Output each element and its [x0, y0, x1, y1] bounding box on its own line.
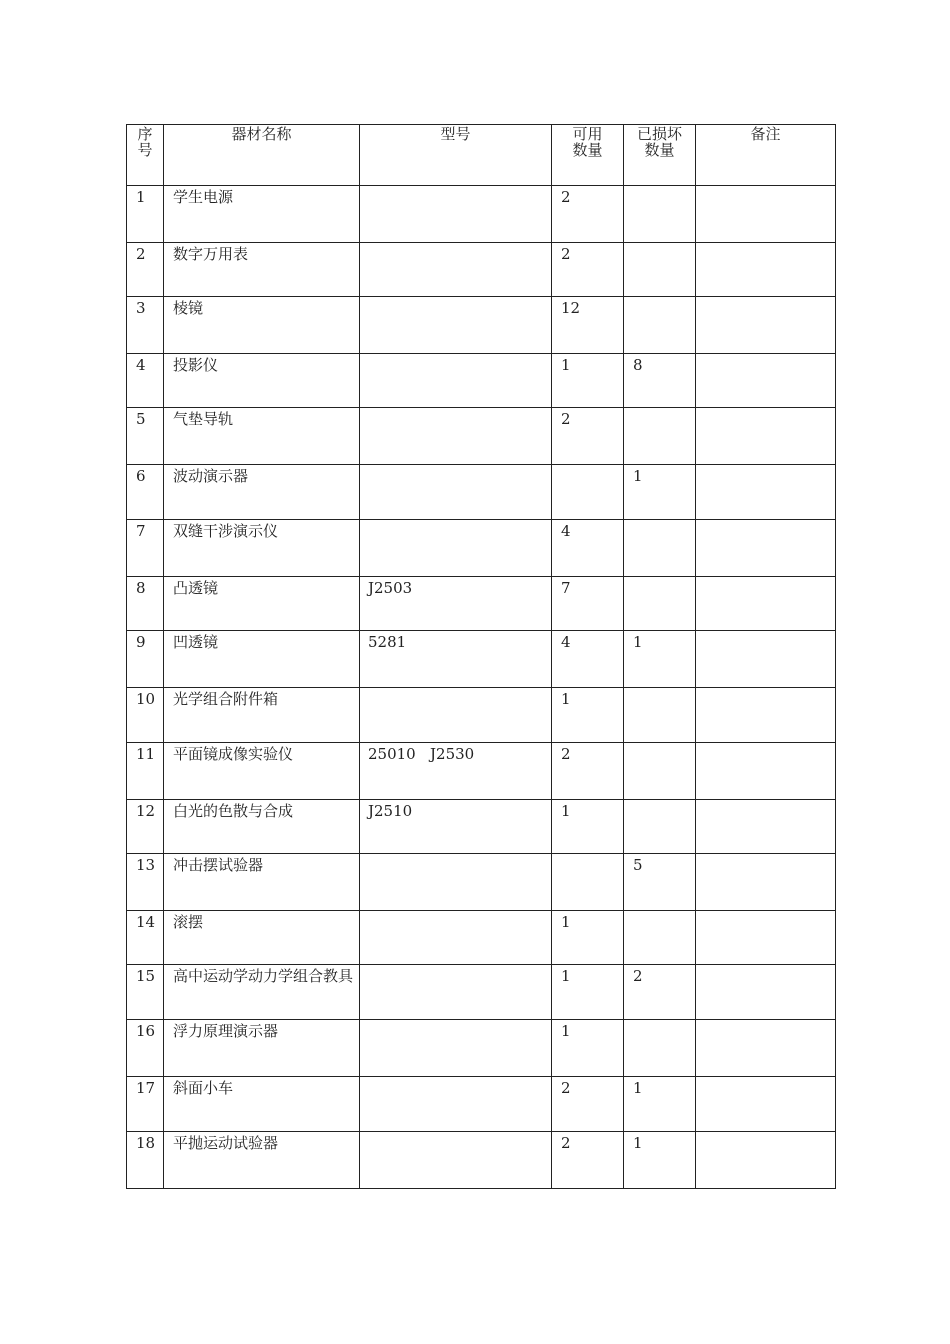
cell-model	[360, 186, 552, 243]
table-row	[127, 854, 836, 911]
cell-available-quantity	[552, 854, 624, 911]
table-row	[127, 688, 836, 743]
cell-damaged-quantity: 5	[624, 854, 696, 911]
cell-serial-number: 18	[127, 1132, 164, 1189]
cell-damaged-quantity	[624, 688, 696, 743]
cell-damaged-quantity	[624, 577, 696, 631]
cell-note	[696, 1020, 836, 1077]
cell-model	[360, 1020, 552, 1077]
cell-available-quantity	[552, 465, 624, 520]
cell-damaged-quantity: 1	[624, 465, 696, 520]
cell-equipment-name: 双缝干涉演示仪	[164, 520, 360, 577]
table-row	[127, 465, 836, 520]
cell-available-quantity: 1	[552, 688, 624, 743]
cell-note	[696, 1132, 836, 1189]
cell-available-quantity: 2	[552, 1077, 624, 1132]
table-row	[127, 911, 836, 965]
table-row	[127, 1077, 836, 1132]
cell-note	[696, 243, 836, 297]
table-row	[127, 354, 836, 408]
cell-note	[696, 297, 836, 354]
cell-note	[696, 408, 836, 465]
cell-model	[360, 465, 552, 520]
table-row	[127, 186, 836, 243]
cell-equipment-name: 学生电源	[164, 186, 360, 243]
header-note: 备注	[696, 125, 836, 186]
cell-equipment-name: 投影仪	[164, 354, 360, 408]
cell-note	[696, 354, 836, 408]
cell-serial-number: 14	[127, 911, 164, 965]
cell-available-quantity: 1	[552, 1020, 624, 1077]
cell-available-quantity: 1	[552, 354, 624, 408]
table-row	[127, 297, 836, 354]
cell-serial-number: 11	[127, 743, 164, 800]
cell-equipment-name: 波动演示器	[164, 465, 360, 520]
table-row	[127, 743, 836, 800]
cell-serial-number: 5	[127, 408, 164, 465]
cell-equipment-name: 凹透镜	[164, 631, 360, 688]
cell-model: 25010 J2530	[360, 743, 552, 800]
header-damaged-quantity: 已损坏 数量	[624, 125, 696, 186]
table-row	[127, 800, 836, 854]
cell-note	[696, 520, 836, 577]
cell-serial-number: 1	[127, 186, 164, 243]
table-row	[127, 243, 836, 297]
cell-available-quantity: 2	[552, 186, 624, 243]
cell-equipment-name: 滚摆	[164, 911, 360, 965]
cell-equipment-name: 白光的色散与合成	[164, 800, 360, 854]
cell-model: J2503	[360, 577, 552, 631]
cell-available-quantity: 4	[552, 520, 624, 577]
cell-serial-number: 6	[127, 465, 164, 520]
table-row	[127, 577, 836, 631]
cell-serial-number: 7	[127, 520, 164, 577]
cell-model	[360, 297, 552, 354]
cell-model	[360, 911, 552, 965]
cell-available-quantity: 7	[552, 577, 624, 631]
cell-note	[696, 577, 836, 631]
cell-note	[696, 800, 836, 854]
cell-note	[696, 465, 836, 520]
cell-damaged-quantity	[624, 911, 696, 965]
cell-serial-number: 3	[127, 297, 164, 354]
cell-model	[360, 854, 552, 911]
cell-available-quantity: 1	[552, 800, 624, 854]
cell-serial-number: 13	[127, 854, 164, 911]
cell-serial-number: 12	[127, 800, 164, 854]
cell-damaged-quantity	[624, 408, 696, 465]
cell-note	[696, 965, 836, 1020]
header-available-quantity: 可用 数量	[552, 125, 624, 186]
cell-model: J2510	[360, 800, 552, 854]
cell-available-quantity: 2	[552, 243, 624, 297]
cell-equipment-name: 平抛运动试验器	[164, 1132, 360, 1189]
cell-available-quantity: 12	[552, 297, 624, 354]
cell-note	[696, 631, 836, 688]
cell-damaged-quantity	[624, 1020, 696, 1077]
cell-note	[696, 1077, 836, 1132]
cell-serial-number: 10	[127, 688, 164, 743]
cell-model	[360, 520, 552, 577]
cell-model	[360, 688, 552, 743]
cell-damaged-quantity	[624, 800, 696, 854]
cell-model	[360, 1132, 552, 1189]
cell-serial-number: 8	[127, 577, 164, 631]
cell-serial-number: 2	[127, 243, 164, 297]
cell-equipment-name: 斜面小车	[164, 1077, 360, 1132]
cell-damaged-quantity	[624, 520, 696, 577]
cell-note	[696, 743, 836, 800]
cell-available-quantity: 2	[552, 743, 624, 800]
cell-serial-number: 17	[127, 1077, 164, 1132]
cell-model	[360, 965, 552, 1020]
cell-note	[696, 688, 836, 743]
cell-equipment-name: 冲击摆试验器	[164, 854, 360, 911]
cell-damaged-quantity	[624, 297, 696, 354]
cell-available-quantity: 2	[552, 408, 624, 465]
cell-model	[360, 354, 552, 408]
cell-available-quantity: 1	[552, 911, 624, 965]
table-header-row	[127, 125, 836, 186]
table-row	[127, 965, 836, 1020]
cell-serial-number: 16	[127, 1020, 164, 1077]
cell-equipment-name: 棱镜	[164, 297, 360, 354]
cell-equipment-name: 高中运动学动力学组合教具	[164, 965, 360, 1020]
cell-damaged-quantity: 1	[624, 1077, 696, 1132]
cell-serial-number: 9	[127, 631, 164, 688]
cell-equipment-name: 气垫导轨	[164, 408, 360, 465]
table-row	[127, 1020, 836, 1077]
cell-damaged-quantity: 2	[624, 965, 696, 1020]
cell-serial-number: 15	[127, 965, 164, 1020]
equipment-inventory-table	[126, 124, 836, 1189]
cell-damaged-quantity	[624, 743, 696, 800]
table-row	[127, 1132, 836, 1189]
cell-note	[696, 911, 836, 965]
table-row	[127, 408, 836, 465]
cell-damaged-quantity: 8	[624, 354, 696, 408]
header-equipment-name: 器材名称	[164, 125, 360, 186]
table-row	[127, 631, 836, 688]
header-serial-number: 序 号	[127, 125, 164, 186]
cell-model	[360, 243, 552, 297]
cell-serial-number: 4	[127, 354, 164, 408]
cell-damaged-quantity	[624, 243, 696, 297]
cell-equipment-name: 浮力原理演示器	[164, 1020, 360, 1077]
cell-available-quantity: 4	[552, 631, 624, 688]
cell-note	[696, 854, 836, 911]
cell-equipment-name: 光学组合附件箱	[164, 688, 360, 743]
cell-damaged-quantity: 1	[624, 1132, 696, 1189]
cell-note	[696, 186, 836, 243]
cell-damaged-quantity: 1	[624, 631, 696, 688]
cell-damaged-quantity	[624, 186, 696, 243]
cell-equipment-name: 平面镜成像实验仪	[164, 743, 360, 800]
cell-equipment-name: 数字万用表	[164, 243, 360, 297]
header-model: 型号	[360, 125, 552, 186]
cell-equipment-name: 凸透镜	[164, 577, 360, 631]
cell-model	[360, 1077, 552, 1132]
cell-model: 5281	[360, 631, 552, 688]
table-row	[127, 520, 836, 577]
cell-model	[360, 408, 552, 465]
cell-available-quantity: 1	[552, 965, 624, 1020]
cell-available-quantity: 2	[552, 1132, 624, 1189]
